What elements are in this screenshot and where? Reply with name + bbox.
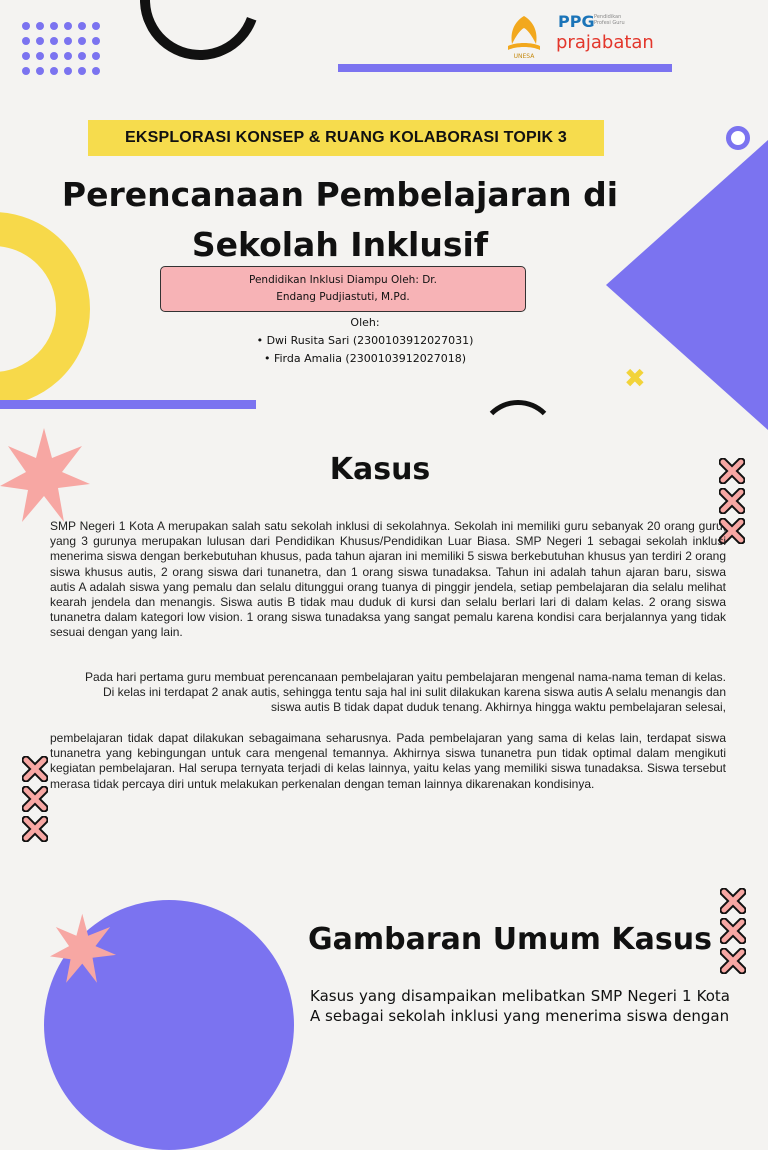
gambaran-text: Kasus yang disampaikan melibatkan SMP Negeri 1 Kota A sebagai sekolah inklusi yang menerima siswa dengan bbox=[310, 987, 730, 1025]
ppg-prajabatan-logo bbox=[500, 12, 740, 62]
title-line-2: Sekolah Inklusif bbox=[191, 225, 489, 264]
yellow-x-icon: ✖ bbox=[624, 364, 646, 394]
dot-grid-decoration bbox=[22, 22, 100, 76]
x-mark-icon bbox=[22, 786, 48, 812]
authors-block bbox=[250, 314, 480, 368]
x-mark-icon bbox=[720, 918, 746, 944]
oleh-label: Oleh: bbox=[350, 316, 380, 329]
lecturer-line-1: Pendidikan Inklusi Diampu Oleh: Dr. bbox=[249, 274, 437, 286]
kasus-heading: Kasus bbox=[329, 452, 431, 487]
logo-small-text: Pendidikan Profesi Guru bbox=[594, 14, 625, 26]
page-title bbox=[30, 170, 650, 270]
star-burst-icon bbox=[0, 428, 90, 524]
svg-text:UNESA: UNESA bbox=[513, 53, 535, 60]
x-mark-icon bbox=[22, 756, 48, 782]
logo-prajabatan-word: prajabatan bbox=[556, 32, 654, 53]
logo-ppg-text: PPG bbox=[558, 12, 595, 31]
topic-banner: EKSPLORASI KONSEP & RUANG KOLABORASI TOPIK 3 bbox=[88, 120, 604, 156]
unesa-emblem-icon bbox=[500, 12, 548, 60]
x-mark-icon bbox=[719, 458, 745, 484]
title-line-1: Perencanaan Pembelajaran di bbox=[61, 175, 619, 214]
x-mark-icon bbox=[720, 888, 746, 914]
lecturer-line-2: Endang Pudjiastuti, M.Pd. bbox=[276, 291, 410, 303]
black-arc-decoration bbox=[478, 400, 558, 480]
author-2: • Firda Amalia (2300103912027018) bbox=[263, 352, 466, 365]
x-mark-icon bbox=[719, 488, 745, 514]
logo-prajabatan-text bbox=[556, 32, 654, 53]
star-burst-icon bbox=[50, 912, 116, 986]
author-1: • Dwi Rusita Sari (2300103912027031) bbox=[256, 334, 474, 347]
black-arc-decoration bbox=[120, 0, 279, 80]
x-mark-icon bbox=[22, 816, 48, 842]
x-mark-icon bbox=[720, 948, 746, 974]
purple-bar-decoration bbox=[338, 64, 672, 72]
purple-bar-decoration bbox=[0, 400, 256, 409]
kasus-paragraph-2: Pada hari pertama guru membuat perencanaan pembelajaran yaitu pembelajaran mengenal nama-nama teman di kelas. Di kelas ini terdapat 2 anak autis, sehingga tentu saja hal ini sulit dilakukan karena siswa autis A selalu menangis dan siswa autis B tidak dapat duduk tenang. Akhirnya hingga waktu pembelajaran selesai, bbox=[84, 670, 726, 715]
lecturer-box bbox=[160, 266, 526, 312]
kasus-paragraph-3: pembelajaran tidak dapat dilakukan sebagaimana seharusnya. Pada pembelajaran yang sama di kelas lain, terdapat siswa tunanetra yang kebingungan untuk cara mengenal temannya. Akhirnya siswa tunanetra pun tidak optimal dalam mengikuti kegiatan pembelajaran. Hal serupa ternyata terjadi di kelas lainnya, yaitu kelas yang memiliki siswa tunadaksa. Siswa tersebut merasa tidak percaya diri untuk melakukan perkenalan dengan teman lainnya dikarenakan kondisinya. bbox=[50, 731, 726, 791]
kasus-paragraph-1: SMP Negeri 1 Kota A merupakan salah satu sekolah inklusi di sekolahnya. Sekolah ini memiliki guru sebanyak 20 orang guru, yang 3 gurunya merupakan lulusan dari Pendidikan Khusus/Pendidikan Luar Biasa. SMP Negeri 1 sebagai sekolah inklusi menerima siswa dengan berkebutuhan khusus, pada tahun ajaran ini memiliki 5 siswa berkebutuhan khusus yan terdiri 2 orang siswa khusus autis, 2 orang siswa dari tunanetra, dan 1 orang siswa tunadaksa. Tahun ini adalah tahun ajaran baru, siswa autis A adalah siswa yang pemalu dan selalu ditunggui orang tuanya di pinggir jendela, setiap pembelajaran dia selalu melihat kearah jendela dan menangis. Siswa autis B tidak mau duduk di kursi dan selalu berlari lari di dalam kelas. 2 orang siswa tunanetra dalam kategori low vision. 1 orang siswa tunadaksa yang sangat pemalu karena kondisi cara berjalannya yang tidak sesuai dengan yang lain. bbox=[50, 519, 726, 640]
gambaran-heading: Gambaran Umum Kasus bbox=[308, 922, 712, 957]
